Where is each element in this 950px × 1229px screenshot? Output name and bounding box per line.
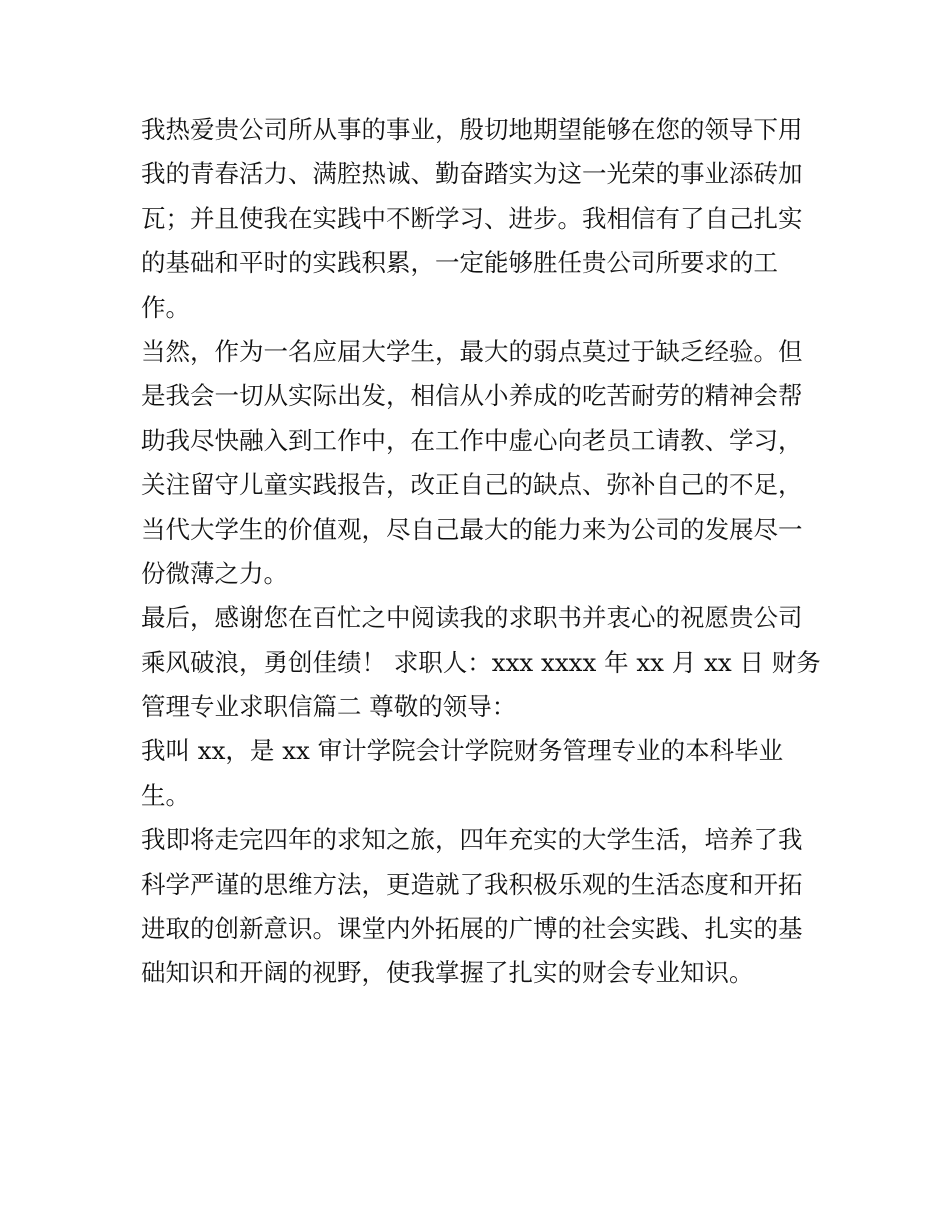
text-line: 份微薄之力。 (141, 558, 288, 588)
text-line: 进取的创新意识。课堂内外拓展的广博的社会实践、扎实的基 (141, 914, 803, 944)
document-body (141, 108, 821, 996)
text-line: 助我尽快融入到工作中，在工作中虚心向老员工请教、学习， (141, 425, 803, 455)
text-line: 关注留守儿童实践报告，改正自己的缺点、弥补自己的不足， (141, 470, 803, 500)
text-line: 当代大学生的价值观，尽自己最大的能力来为公司的发展尽一 (141, 514, 803, 544)
text-line: 我的青春活力、满腔热诚、勤奋踏实为这一光荣的事业添砖加 (141, 159, 803, 189)
text-line: 我热爱贵公司所从事的事业，殷切地期望能够在您的领导下用 (141, 115, 803, 144)
text-line: 我叫 xx，是 xx 审计学院会计学院财务管理专业的本科毕业 (141, 736, 784, 766)
text-line: 我即将走完四年的求知之旅，四年充实的大学生活，培养了我 (141, 825, 803, 855)
text-line: 当然，作为一名应届大学生，最大的弱点莫过于缺乏经验。但 (141, 336, 803, 366)
text-line: 最后，感谢您在百忙之中阅读我的求职书并衷心的祝愿贵公司 (141, 603, 803, 633)
text-line: 的基础和平时的实践积累，一定能够胜任贵公司所要求的工 (141, 248, 778, 278)
text-line: 管理专业求职信篇二 尊敬的领导： (141, 692, 517, 722)
text-line: 作。 (141, 292, 190, 322)
text-line: 础知识和开阔的视野，使我掌握了扎实的财会专业知识。 (141, 958, 754, 988)
text-line: 是我会一切从实际出发，相信从小养成的吃苦耐劳的精神会帮 (141, 381, 803, 411)
text-line: 科学严谨的思维方法，更造就了我积极乐观的生活态度和开拓 (141, 869, 803, 899)
text-line: 生。 (141, 780, 190, 810)
text-line: 乘风破浪，勇创佳绩！ 求职人：xxx xxxx 年 xx 月 xx 日 财务 (141, 647, 821, 677)
text-line: 瓦；并且使我在实践中不断学习、进步。我相信有了自己扎实 (141, 203, 803, 233)
